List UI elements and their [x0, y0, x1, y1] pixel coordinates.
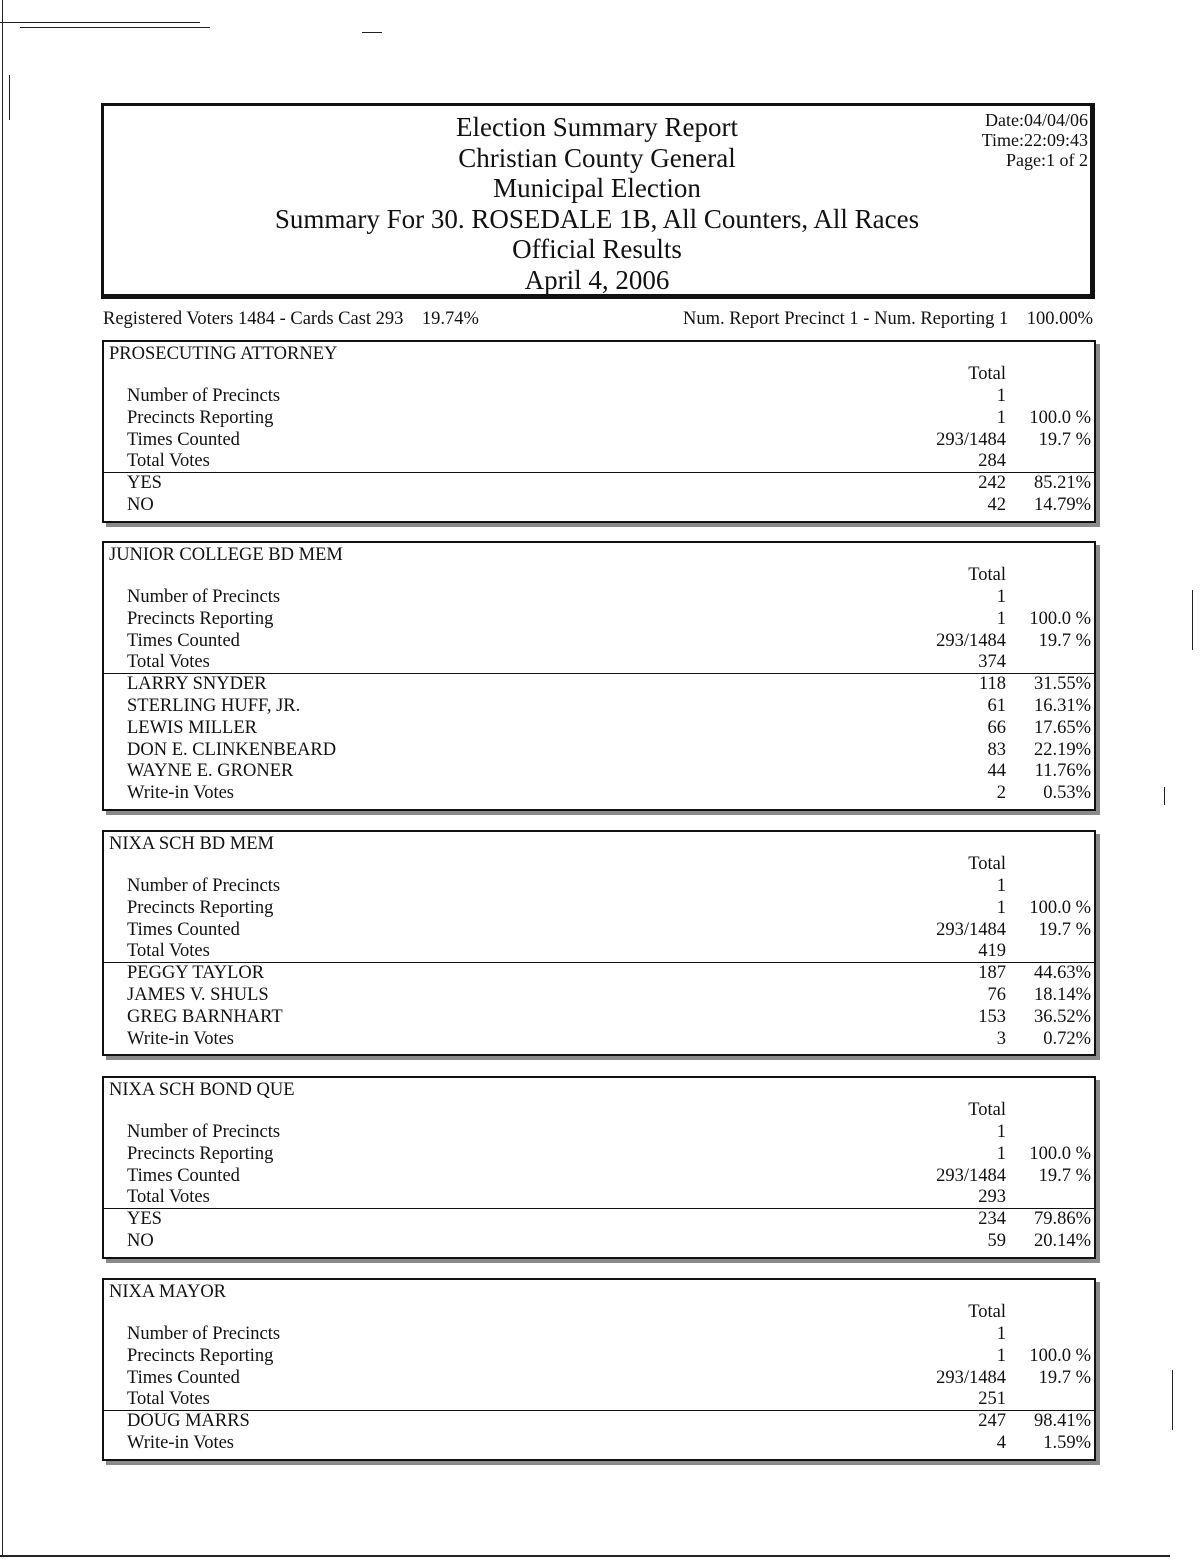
scan-edge-bottom	[0, 1555, 1170, 1557]
candidate-name: Write-in Votes	[127, 1028, 234, 1049]
stat-percent: 19.7 %	[1038, 630, 1091, 651]
stat-row	[104, 450, 1094, 472]
title-line: Official Results	[512, 234, 682, 265]
vote-count: 187	[978, 963, 1006, 984]
candidate-name: DON E. CLINKENBEARD	[127, 739, 337, 760]
scan-edge-right-mark	[1192, 590, 1193, 650]
registered-voters-text: Registered Voters 1484 - Cards Cast 293 19.74%	[103, 309, 479, 329]
race-box	[102, 1076, 1096, 1259]
stat-row	[104, 1165, 1094, 1187]
race-title: NIXA MAYOR	[109, 1282, 227, 1302]
candidate-row	[104, 472, 1094, 494]
stat-row	[104, 630, 1094, 652]
candidate-row	[104, 673, 1094, 695]
race-box	[102, 1278, 1096, 1461]
stat-percent: 100.0 %	[1029, 897, 1091, 918]
candidate-row	[104, 760, 1094, 782]
stat-value: 1	[996, 897, 1006, 918]
vote-percent: 14.79%	[1033, 495, 1091, 515]
stat-label: Total Votes	[127, 652, 210, 673]
title-line: Summary For 30. ROSEDALE 1B, All Counters, All Races	[274, 203, 920, 234]
candidate-name: NO	[127, 1231, 154, 1251]
stat-label: Times Counted	[127, 1367, 240, 1388]
candidate-row	[104, 1006, 1094, 1028]
stat-percent: 19.7 %	[1038, 919, 1091, 940]
turnout-summary	[103, 309, 1093, 331]
vote-percent: 0.53%	[1043, 783, 1091, 804]
vote-percent: 17.65%	[1033, 717, 1091, 738]
vote-count: 66	[987, 717, 1006, 738]
candidate-name: DOUG MARRS	[127, 1411, 250, 1432]
stat-value: 293/1484	[936, 630, 1006, 651]
candidate-row	[104, 1410, 1094, 1432]
stat-label: Number of Precincts	[127, 1324, 281, 1344]
vote-percent: 31.55%	[1033, 674, 1091, 695]
candidate-row	[104, 962, 1094, 984]
candidate-name: YES	[127, 473, 162, 494]
vote-percent: 16.31%	[1033, 696, 1091, 716]
stat-percent: 19.7 %	[1038, 429, 1091, 450]
scan-edge-left-mark	[9, 75, 10, 120]
vote-count: 3	[996, 1028, 1006, 1049]
stat-row	[104, 897, 1094, 919]
stat-value: 1	[996, 587, 1006, 607]
scan-edge-top-3	[362, 32, 382, 33]
stat-value: 419	[978, 941, 1006, 962]
candidate-row	[104, 782, 1094, 804]
stat-value: 293/1484	[936, 1165, 1006, 1186]
stat-label: Times Counted	[127, 1165, 240, 1186]
vote-percent: 85.21%	[1033, 473, 1091, 494]
stat-value: 1	[996, 608, 1006, 629]
candidate-row	[104, 1432, 1094, 1454]
stat-row	[104, 1143, 1094, 1165]
total-column-header: Total	[968, 1100, 1006, 1120]
report-time: Time:22:09:43	[981, 130, 1088, 150]
vote-count: 83	[987, 739, 1006, 760]
candidate-name: WAYNE E. GRONER	[127, 761, 294, 782]
stat-value: 251	[978, 1389, 1006, 1410]
stat-label: Times Counted	[127, 919, 240, 940]
vote-percent: 18.14%	[1033, 985, 1091, 1005]
vote-percent: 0.72%	[1043, 1028, 1091, 1049]
stat-row	[104, 940, 1094, 962]
candidate-name: JAMES V. SHULS	[127, 985, 269, 1005]
stat-percent: 19.7 %	[1038, 1165, 1091, 1186]
stat-label: Number of Precincts	[127, 386, 281, 406]
total-column-header: Total	[968, 1302, 1006, 1322]
stat-value: 1	[996, 876, 1006, 896]
stat-row	[104, 1345, 1094, 1367]
stat-label: Number of Precincts	[127, 587, 281, 607]
candidate-name: GREG BARNHART	[127, 1006, 283, 1027]
vote-count: 2	[996, 783, 1006, 804]
page-number: Page:1 of 2	[1006, 150, 1088, 170]
stat-label: Precincts Reporting	[127, 897, 274, 918]
total-column-header: Total	[968, 854, 1006, 874]
stat-row	[104, 1186, 1094, 1208]
stat-value: 374	[978, 652, 1006, 673]
stat-label: Total Votes	[127, 1187, 210, 1208]
race-title: NIXA SCH BOND QUE	[109, 1080, 295, 1100]
vote-count: 59	[987, 1231, 1006, 1251]
stat-row	[104, 875, 1094, 897]
vote-count: 61	[987, 696, 1006, 716]
candidate-row	[104, 1230, 1094, 1252]
vote-percent: 98.41%	[1033, 1411, 1091, 1432]
stat-label: Precincts Reporting	[127, 1143, 274, 1164]
stat-percent: 100.0 %	[1029, 608, 1091, 629]
stat-label: Times Counted	[127, 630, 240, 651]
report-title	[104, 112, 1090, 296]
scan-edge-top	[0, 22, 200, 23]
vote-count: 44	[987, 761, 1006, 782]
stat-row	[104, 1367, 1094, 1389]
vote-count: 76	[987, 985, 1006, 1005]
stat-value: 1	[996, 1345, 1006, 1366]
stat-percent: 100.0 %	[1029, 1345, 1091, 1366]
stat-value: 1	[996, 386, 1006, 406]
stat-row	[104, 1388, 1094, 1410]
vote-count: 247	[978, 1411, 1006, 1432]
stat-value: 293	[978, 1187, 1006, 1208]
stat-label: Precincts Reporting	[127, 407, 274, 428]
vote-count: 242	[978, 473, 1006, 494]
vote-count: 118	[978, 674, 1006, 695]
stat-percent: 19.7 %	[1038, 1367, 1091, 1388]
precinct-reporting-text: Num. Report Precinct 1 - Num. Reporting 1 100.00%	[682, 309, 1093, 329]
candidate-name: NO	[127, 495, 154, 515]
race-title: PROSECUTING ATTORNEY	[109, 344, 338, 364]
stat-label: Precincts Reporting	[127, 1345, 274, 1366]
race-box	[102, 541, 1096, 811]
vote-percent: 44.63%	[1033, 963, 1091, 984]
vote-percent: 11.76%	[1034, 761, 1091, 782]
vote-percent: 36.52%	[1033, 1006, 1091, 1027]
scan-edge-right-mark-3	[1172, 1370, 1173, 1430]
title-line: Election Summary Report	[456, 112, 738, 142]
stat-label: Total Votes	[127, 1389, 210, 1410]
stat-label: Number of Precincts	[127, 1122, 281, 1142]
title-line: Christian County General	[458, 142, 736, 173]
stat-row	[104, 651, 1094, 673]
candidate-row	[104, 984, 1094, 1006]
stat-value: 293/1484	[936, 429, 1006, 450]
race-title: NIXA SCH BD MEM	[109, 834, 274, 854]
stat-value: 1	[996, 1122, 1006, 1142]
stat-percent: 100.0 %	[1029, 1143, 1091, 1164]
stat-row	[104, 1323, 1094, 1345]
stat-label: Total Votes	[127, 451, 210, 472]
report-header	[101, 103, 1095, 299]
stat-value: 1	[996, 1143, 1006, 1164]
candidate-name: YES	[127, 1209, 162, 1230]
total-column-header: Total	[968, 565, 1006, 585]
stat-value: 293/1484	[936, 1367, 1006, 1388]
total-column-header: Total	[968, 364, 1006, 384]
candidate-name: STERLING HUFF, JR.	[127, 696, 301, 716]
stat-row	[104, 586, 1094, 608]
title-line: April 4, 2006	[524, 264, 670, 295]
stat-value: 284	[978, 451, 1006, 472]
scan-edge-right-mark-2	[1164, 787, 1165, 805]
candidate-name: Write-in Votes	[127, 1433, 234, 1453]
vote-percent: 22.19%	[1033, 739, 1091, 760]
candidate-name: PEGGY TAYLOR	[127, 963, 265, 984]
stat-value: 1	[996, 407, 1006, 428]
candidate-row	[104, 695, 1094, 717]
stat-label: Total Votes	[127, 941, 210, 962]
vote-percent: 79.86%	[1033, 1209, 1091, 1230]
race-box	[102, 830, 1096, 1056]
vote-percent: 1.59%	[1043, 1433, 1091, 1453]
stat-value: 293/1484	[936, 919, 1006, 940]
stat-label: Times Counted	[127, 429, 240, 450]
vote-count: 42	[987, 495, 1006, 515]
candidate-name: Write-in Votes	[127, 783, 234, 804]
stat-label: Number of Precincts	[127, 876, 281, 896]
stat-percent: 100.0 %	[1029, 407, 1091, 428]
stat-value: 1	[996, 1324, 1006, 1344]
scan-edge-top-2	[20, 27, 210, 28]
candidate-row	[104, 1208, 1094, 1230]
candidate-row	[104, 717, 1094, 739]
candidate-name: LEWIS MILLER	[127, 717, 257, 738]
title-line: Municipal Election	[493, 173, 701, 204]
candidate-row	[104, 739, 1094, 761]
stat-row	[104, 407, 1094, 429]
stat-row	[104, 1121, 1094, 1143]
vote-count: 234	[978, 1209, 1006, 1230]
race-title: JUNIOR COLLEGE BD MEM	[109, 545, 343, 565]
stat-row	[104, 385, 1094, 407]
stat-row	[104, 919, 1094, 941]
scan-edge-left	[2, 0, 3, 1555]
report-date: Date:04/04/06	[985, 110, 1088, 130]
candidate-name: LARRY SNYDER	[127, 674, 267, 695]
report-meta	[982, 110, 1088, 170]
vote-percent: 20.14%	[1033, 1231, 1091, 1251]
stat-label: Precincts Reporting	[127, 608, 274, 629]
candidate-row	[104, 1028, 1094, 1050]
candidate-row	[104, 494, 1094, 516]
vote-count: 153	[978, 1006, 1006, 1027]
vote-count: 4	[996, 1433, 1006, 1453]
stat-row	[104, 429, 1094, 451]
stat-row	[104, 608, 1094, 630]
race-box	[102, 340, 1096, 523]
